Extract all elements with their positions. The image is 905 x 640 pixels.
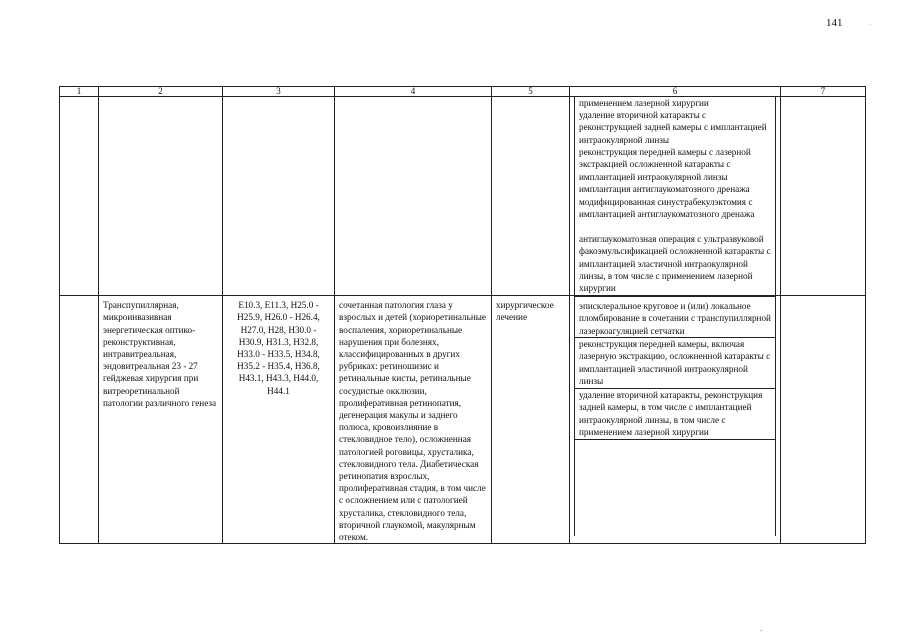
method-cell: применением лазерной хирургии: [575, 97, 776, 109]
method-list: [570, 97, 781, 296]
column-number: 5: [492, 87, 570, 97]
treatment-type: хирургическое лечение: [492, 296, 570, 544]
scan-speck: [870, 24, 871, 25]
column-number: 3: [223, 87, 335, 97]
method-cell: удаление вторичной катаракты, реконструкция задней камеры, в том числе с имплантацией интраокулярной линзы, в том числе с применением лазерной хирургии: [575, 389, 776, 440]
column-number: 1: [60, 87, 99, 97]
treatment-table: [59, 86, 866, 544]
column-number: 7: [781, 87, 866, 97]
scan-speck: [760, 630, 762, 631]
method-cell: эписклеральное круговое и (или) локальное пломбирование в сочетании с транспупиллярной лазеркоагуляцией сетчатки: [575, 297, 776, 338]
icd-codes: E10.3, E11.3, H25.0 - H25.9, H26.0 - H26.4, H27.0, H28, H30.0 - H30.9, H31.3, H32.8, H33.0 - H33.5, H34.8, H35.2 - H35.4, H36.8, H43.1, H43.3, H44.0, H44.1: [223, 296, 335, 544]
method-cell: [575, 440, 776, 537]
method-cell: модифицированная синустрабекулэктомия с имплантацией антиглаукоматозного дренажа: [575, 196, 776, 233]
continuation-row: [60, 97, 866, 296]
method-cell: реконструкция передней камеры с лазерной экстракцией осложненной катаракты с имплантацией интраокулярной линзы: [575, 146, 776, 183]
column-number: 6: [570, 87, 781, 97]
table-row: [60, 296, 866, 544]
column-number: 2: [99, 87, 223, 97]
method-cell: имплантация антиглаукоматозного дренажа: [575, 183, 776, 196]
page-number: 141: [826, 17, 843, 29]
method-cell: антиглаукоматозная операция с ультразвуковой факоэмульсификацией осложненной катаракты с имплантацией эластичной интраокулярной линзы, в том числе с применением лазерной хирургии: [575, 233, 776, 295]
column-number-row: [60, 87, 866, 97]
method-cell: реконструкция передней камеры, включая лазерную экстракцию, осложненной катаракты с имплантацией эластичной интраокулярной линзы: [575, 338, 776, 389]
treatment-name: Транспупиллярная, микроинвазивная энергетическая оптико-реконструктивная, интравитреальная, эндовитреальная 23 - 27 гейджевая хирургия при витреоретинальной патологии различного генеза: [99, 296, 223, 544]
patient-model: сочетанная патология глаза у взрослых и детей (хориоретинальные воспаления, хориоретинальные нарушения при болезнях, классифицированных в других рубриках: ретиношизис и ретинальные кисты, ретинальные сосудистые окклюзии, пролиферативная ретинопатия, дегенерация макулы и заднего полюса, кровоизлияние в стекловидное тело), осложненная патологией роговицы, хрусталика, стекловидного тела. Диабетическая ретинопатия взрослых, пролиферативная стадия, в том числе с осложнением или с патологией хрусталика, стекловидного тела, вторичной глаукомой, макулярным отеком.: [335, 296, 492, 544]
method-cell: удаление вторичной катаракты с реконструкцией задней камеры с имплантацией интраокулярной линзы: [575, 109, 776, 146]
column-number: 4: [335, 87, 492, 97]
method-list: [570, 296, 781, 544]
